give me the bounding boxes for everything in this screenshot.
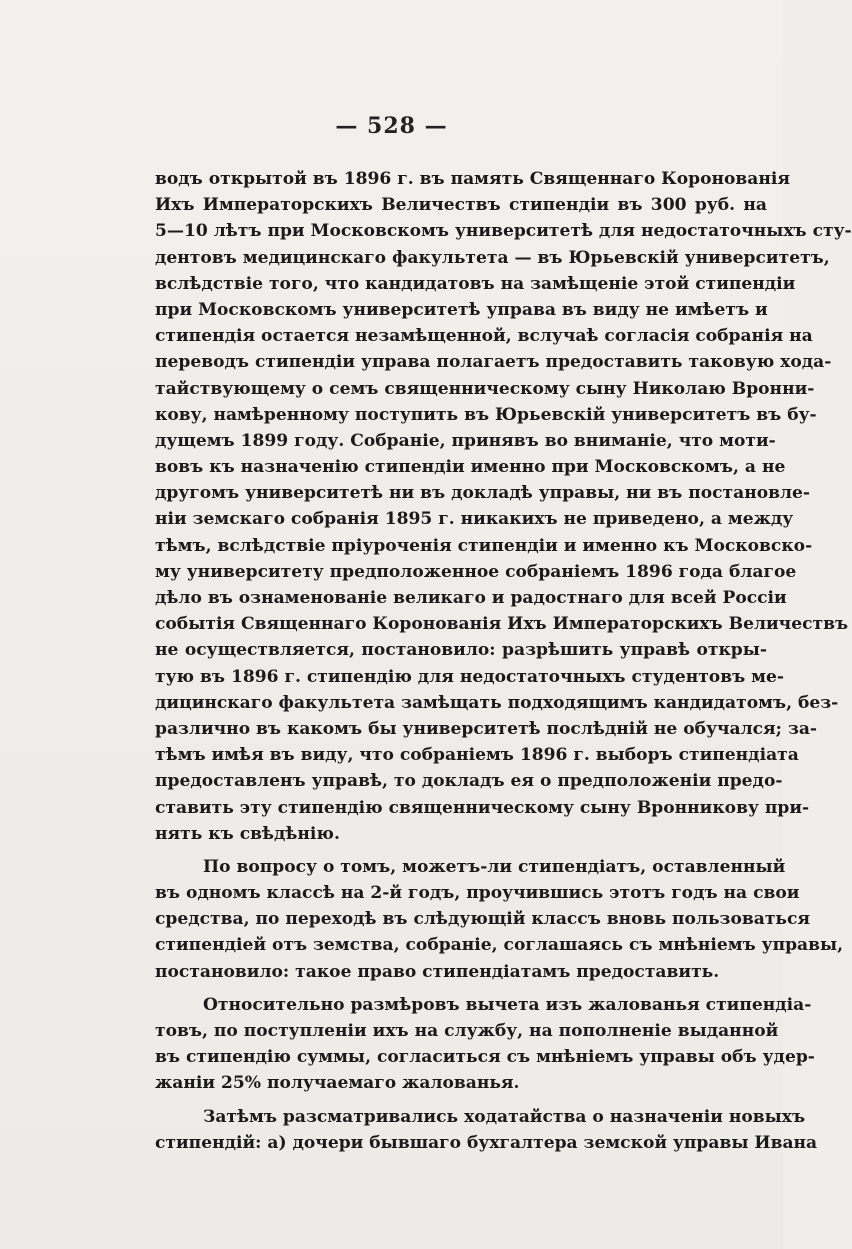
text-line: вовъ къ назначенію стипендіи именно при Московскомъ, а не	[155, 457, 786, 478]
paragraph	[155, 992, 815, 1097]
text-line: постановило: такое право стипендіатамъ предоставить.	[155, 961, 720, 982]
text-line: дицинскаго факультета замѣщать подходящимъ кандидатомъ, без-	[155, 692, 839, 713]
text-line: стипендія остается незамѣщенной, вслучаѣ согласія собранія на	[155, 326, 813, 347]
text-line: товъ, по поступленіи ихъ на службу, на пополненіе выданной	[155, 1021, 779, 1041]
text-line: Относительно размѣровъ вычета изъ жалованья стипендіа-	[203, 994, 812, 1015]
text-line: По вопросу о томъ, можетъ-ли стипендіатъ, оставленный	[203, 856, 786, 877]
text-line: тѣмъ имѣя въ виду, что собраніемъ 1896 г. выборъ стипендіата	[155, 745, 799, 766]
text-line: тайствующему о семъ священническому сыну Николаю Вронни-	[155, 378, 815, 399]
text-line: предоставленъ управѣ, то докладъ ея о предположеніи предо-	[155, 771, 783, 792]
text-line: му университету предположенное собраніемъ 1896 года благое	[155, 561, 797, 582]
text-line: ніи земскаго собранія 1895 г. никакихъ не приведено, а между	[155, 509, 794, 530]
paragraph	[155, 1104, 818, 1156]
paragraph	[155, 854, 844, 985]
text-line: 5—10 лѣтъ при Московскомъ университетѣ для недостаточныхъ сту-	[155, 221, 852, 242]
text-line: дѣло въ ознаменованіе великаго и радостнаго для всей Россіи	[155, 588, 787, 608]
text-line: въ одномъ классѣ на 2-й годъ, проучившись этотъ годъ на свои	[155, 883, 800, 904]
page-number: — 528 —	[335, 113, 448, 139]
text-line: стипендій: а) дочери бывшаго бухгалтера земской управы Ивана	[155, 1132, 818, 1153]
text-line: тѣмъ, вслѣдствіе пріуроченія стипендіи и именно къ Московско-	[155, 535, 813, 556]
text-line: въ стипендію суммы, согласиться съ мнѣніемъ управы объ удер-	[155, 1047, 815, 1068]
text-line: нять къ свѣдѣнію.	[155, 823, 340, 844]
text-line: водъ открытой въ 1896 г. въ память Священнаго Коронованія	[155, 169, 790, 189]
text-line: дущемъ 1899 году. Собраніе, принявъ во вниманіе, что моти-	[155, 430, 776, 451]
text-line: различно въ какомъ бы университетѣ послѣдній не обучался; за-	[155, 718, 818, 739]
text-line: при Московскомъ университетѣ управа въ виду не имѣетъ и	[155, 299, 768, 320]
text-line: не осуществляется, постановило: разрѣшить управѣ откры-	[155, 640, 767, 661]
text-line: переводъ стипендіи управа полагаетъ предоставить таковую хода-	[155, 352, 832, 373]
text-line: тую въ 1896 г. стипендію для недостаточныхъ студентовъ ме-	[155, 666, 784, 687]
text-line: стипендіей отъ земства, собраніе, соглашаясь съ мнѣніемъ управы,	[155, 935, 844, 956]
text-line: Затѣмъ разсматривались ходатайства о назначеніи новыхъ	[203, 1106, 806, 1127]
text-line: событія Священнаго Коронованія Ихъ Императорскихъ Величествъ	[155, 614, 849, 635]
text-line: дентовъ медицинскаго факультета — въ Юрьевскій университетъ,	[155, 247, 830, 268]
text-line: ставить эту стипендію священническому сыну Вронникову при-	[155, 797, 810, 818]
paragraph	[155, 166, 852, 847]
text-line: другомъ университетѣ ни въ докладѣ управы, ни въ постановле-	[155, 483, 811, 504]
text-line: вслѣдствіе того, что кандидатовъ на замѣщеніе этой стипендіи	[155, 273, 796, 294]
text-line: жаніи 25% получаемаго жалованья.	[155, 1073, 520, 1094]
body-text	[155, 166, 852, 1156]
text-line: средства, по переходѣ въ слѣдующій классъ вновь пользоваться	[155, 909, 811, 930]
text-line: кову, намѣренному поступить въ Юрьевскій университетъ въ бу-	[155, 404, 817, 425]
text-line: Ихъ Императорскихъ Величествъ стипендіи въ 300 руб. на	[155, 195, 767, 216]
